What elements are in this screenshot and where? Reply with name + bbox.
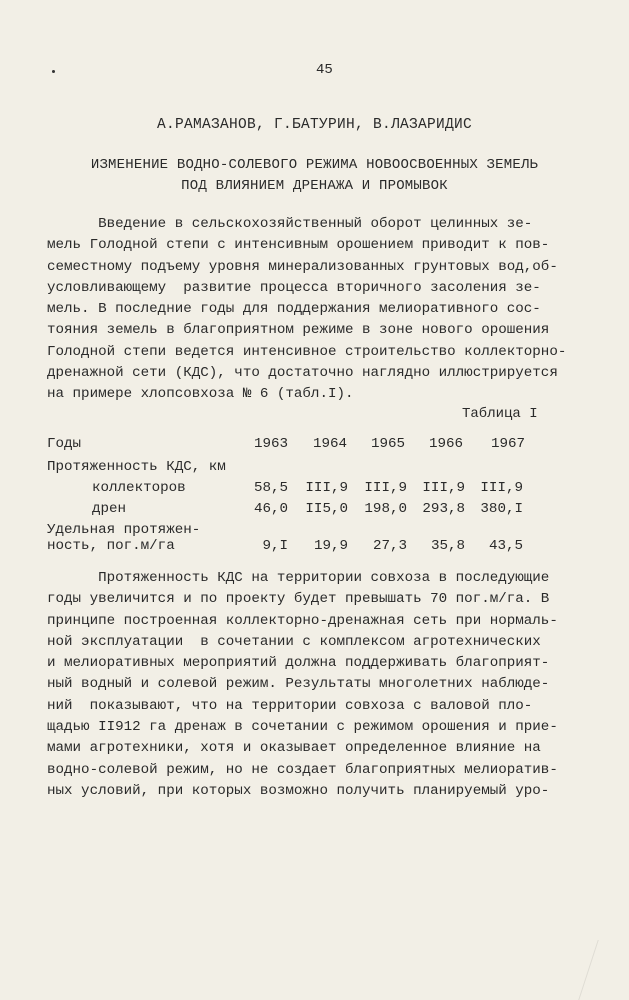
body-paragraph bbox=[47, 568, 567, 802]
year-header: 1965 bbox=[370, 436, 406, 452]
table-cell: III,9 bbox=[422, 480, 465, 496]
text-line: на примере хлопсовхоза № 6 (табл.I). bbox=[47, 386, 354, 403]
text-line: щадью II912 га дренаж в сочетании с режимом орошения и прие- bbox=[47, 719, 558, 736]
page-crease bbox=[578, 940, 628, 1000]
text-line: ний показывают, что на территории совхоза с валовой пло- bbox=[47, 697, 533, 714]
year-header: 1966 bbox=[428, 436, 464, 452]
table-caption: Таблица I bbox=[462, 406, 538, 422]
table-cell: 46,0 bbox=[253, 501, 288, 517]
table-cell: 43,5 bbox=[488, 538, 523, 554]
table-cell: 9,I bbox=[262, 538, 288, 554]
table-section-label: Протяженность КДС, км bbox=[47, 459, 226, 475]
table-cell: 19,9 bbox=[313, 538, 348, 554]
title-line-1: ИЗМЕНЕНИЕ ВОДНО-СОЛЕВОГО РЕЖИМА НОВООСВОЕННЫХ ЗЕМЕЛЬ bbox=[90, 157, 539, 173]
table-cell: 58,5 bbox=[253, 480, 288, 496]
table-cell: III,9 bbox=[305, 480, 348, 496]
table-cell: III,9 bbox=[364, 480, 407, 496]
title-line-2: ПОД ВЛИЯНИЕМ ДРЕНАЖА И ПРОМЫВОК bbox=[181, 178, 448, 194]
text-line: условливающему развитие процесса вторичного засоления зе- bbox=[47, 279, 541, 296]
table-cell: 35,8 bbox=[430, 538, 465, 554]
text-line: и мелиоративных мероприятий должна поддерживать благоприят- bbox=[47, 655, 550, 672]
table-cell: II5,0 bbox=[305, 501, 348, 517]
table-header-label: Годы bbox=[47, 436, 82, 452]
table-cell: 380,I bbox=[480, 501, 523, 517]
page-number: 45 bbox=[316, 62, 333, 78]
text-line: ный водный и солевой режим. Результаты многолетних наблюде- bbox=[47, 676, 550, 693]
text-line: принципе построенная коллекторно-дренажная сеть при нормаль- bbox=[47, 612, 558, 629]
text-line: Протяженность КДС на территории совхоза в последующие bbox=[47, 570, 550, 586]
text-line: мель. В последние годы для поддержания мелиоративного сос- bbox=[47, 301, 541, 318]
page-speck bbox=[52, 70, 55, 73]
text-line: Введение в сельскохозяйственный оборот целинных зе- bbox=[47, 216, 533, 232]
year-header: 1964 bbox=[312, 436, 348, 452]
authors-line: А.РАМАЗАНОВ, Г.БАТУРИН, В.ЛАЗАРИДИС bbox=[156, 117, 473, 133]
text-line: мами агротехники, хотя и оказывает определенное влияние на bbox=[47, 740, 541, 757]
text-line: ных условий, при которых возможно получить планируемый уро- bbox=[47, 782, 550, 799]
row-label: ность, пог.м/га bbox=[47, 538, 175, 554]
row-label: коллекторов bbox=[92, 480, 186, 496]
intro-paragraph bbox=[47, 214, 567, 406]
table-cell: 27,3 bbox=[372, 538, 407, 554]
text-line: годы увеличится и по проекту будет превышать 70 пог.м/га. В bbox=[47, 591, 550, 608]
text-line: Голодной степи ведется интенсивное строительство коллекторно- bbox=[47, 343, 567, 360]
text-line: тояния земель в благоприятном режиме в зоне нового орошения bbox=[47, 322, 550, 339]
row-label: дрен bbox=[92, 501, 127, 517]
year-header: 1963 bbox=[253, 436, 289, 452]
table-cell: 293,8 bbox=[422, 501, 465, 517]
text-line: ной эксплуатации в сочетании с комплексом агротехнических bbox=[47, 633, 541, 650]
row-label: Удельная протяжен- bbox=[47, 522, 201, 538]
table-cell: 198,0 bbox=[364, 501, 407, 517]
text-line: мель Голодной степи с интенсивным орошением приводит к пов- bbox=[47, 237, 550, 254]
year-header: 1967 bbox=[490, 436, 526, 452]
text-line: дренажной сети (КДС), что достаточно наглядно иллюстрируется bbox=[47, 365, 558, 382]
table-cell: III,9 bbox=[480, 480, 523, 496]
text-line: семестному подъему уровня минерализованных грунтовых вод,об- bbox=[47, 258, 558, 275]
article-title bbox=[0, 155, 629, 197]
text-line: водно-солевой режим, но не создает благоприятных мелиоратив- bbox=[47, 761, 558, 778]
